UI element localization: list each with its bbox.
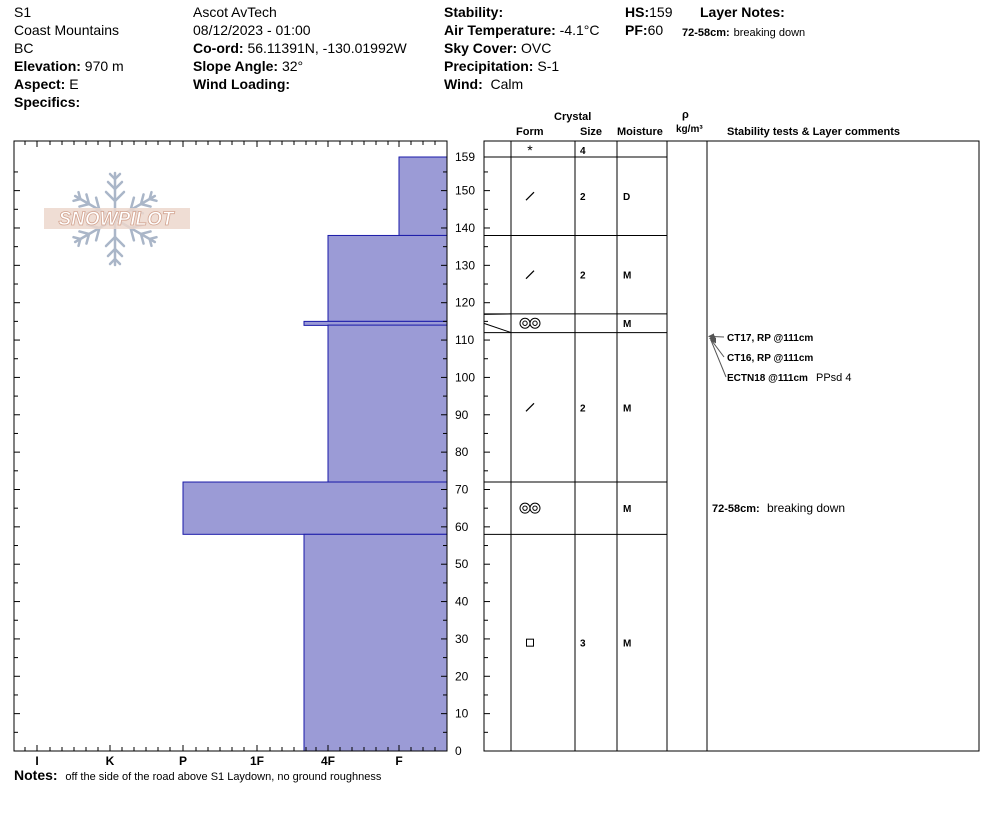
elevation-value: 970 m — [84, 58, 124, 74]
hardness-tick-label: 4F — [320, 754, 336, 768]
moisture-value: M — [623, 403, 632, 415]
precip-label: Precipitation: — [444, 58, 534, 74]
crystal-size: 2 — [580, 192, 586, 204]
crystal-form-decomposing-icon — [526, 403, 534, 411]
wind-value: Calm — [490, 76, 524, 92]
crystal-size: 4 — [580, 146, 586, 157]
stability-test-label: CT17, RP @111cm — [727, 333, 814, 344]
density-symbol: ρ — [682, 109, 689, 121]
crystal-form-melt-forms-icon — [530, 318, 540, 328]
snowpilot-logo — [36, 166, 196, 272]
pf-label: PF: — [625, 22, 648, 38]
hardness-bars — [183, 157, 447, 751]
mountain-range: Coast Mountains — [14, 22, 120, 38]
site-name: S1 — [14, 4, 32, 20]
hs-value: 159 — [649, 4, 673, 20]
moisture-value: M — [623, 319, 632, 331]
height-tick-label: 60 — [455, 519, 469, 534]
specifics-label: Specifics: — [14, 94, 81, 110]
form-column-header: Form — [516, 126, 544, 138]
hardness-tick-label: 1F — [249, 754, 265, 768]
height-tick-label: 20 — [455, 669, 469, 684]
height-tick-label: 150 — [455, 183, 476, 198]
precip-value: S-1 — [537, 58, 560, 74]
notes — [14, 767, 381, 784]
crystal-form-melt-forms-icon — [533, 506, 537, 510]
height-tick-label: 159 — [455, 150, 476, 164]
moisture-value: M — [623, 504, 632, 516]
height-tick-label: 80 — [455, 445, 469, 460]
wind-loading-label: Wind Loading: — [193, 76, 291, 92]
hardness-bar-4 — [183, 482, 447, 534]
height-tick-label: 90 — [455, 407, 469, 422]
test-pointer-line — [711, 340, 726, 377]
stability-column-header: Stability tests & Layer comments — [727, 126, 901, 138]
crystal-size: 2 — [580, 270, 586, 282]
region: BC — [14, 40, 34, 56]
layer-table — [484, 141, 979, 751]
stability-test-extra: PPsd 4 — [816, 372, 852, 384]
height-tick-label: 30 — [455, 631, 469, 646]
height-tick-label: 40 — [455, 594, 469, 609]
sky-label: Sky Cover: — [444, 40, 518, 56]
height-tick-label: 110 — [455, 333, 475, 348]
elevation-label: Elevation: — [14, 58, 81, 74]
layer-notes-label: Layer Notes: — [700, 4, 785, 20]
crystal-size: 2 — [580, 403, 586, 415]
stability-test-label: ECTN18 @111cm — [727, 373, 808, 384]
height-tick-label: 50 — [455, 557, 469, 572]
crystal-form-decomposing-icon — [526, 192, 534, 200]
sky-value: OVC — [521, 40, 552, 56]
height-tick-label: 100 — [455, 370, 476, 385]
hs-label: HS: — [625, 4, 650, 20]
height-tick-label: 140 — [455, 220, 476, 235]
layer-connector — [484, 323, 511, 332]
layer-note-range: 72-58cm: — [682, 27, 730, 39]
layer-note-text: breaking down — [733, 27, 806, 39]
stability-label: Stability: — [444, 4, 504, 20]
crystal-form-melt-forms-icon — [533, 321, 537, 325]
snowflake-icon — [36, 166, 196, 272]
hardness-tick-label: K — [105, 754, 115, 768]
crystal-form-melt-forms-icon — [523, 321, 527, 325]
slope-value: 32° — [281, 58, 304, 74]
layer-table-frame — [484, 141, 979, 751]
crystal-form-melt-forms-icon — [520, 503, 530, 513]
hardness-tick-label: P — [178, 754, 188, 768]
height-tick-label: 10 — [455, 706, 469, 721]
moisture-value: M — [623, 638, 632, 650]
hardness-tick-label: I — [35, 754, 39, 768]
crystal-form-melt-forms-icon — [523, 506, 527, 510]
air-temp-value: -4.1°C — [559, 22, 600, 38]
moisture-value: D — [623, 192, 631, 204]
moisture-value: M — [623, 270, 632, 282]
density-unit: kg/m³ — [676, 124, 703, 135]
crystal-form-decomposing-icon — [526, 271, 534, 279]
logo-text: SNOWPILOT — [58, 209, 174, 230]
notes-text: off the side of the road above S1 Laydown, no ground roughness — [65, 771, 382, 783]
coord-label: Co-ord: — [193, 40, 244, 56]
layer-comment-range: 72-58cm: — [712, 503, 760, 516]
hardness-bar-5 — [304, 534, 447, 751]
crystal-form-melt-forms-icon — [530, 503, 540, 513]
crystal-column-header: Crystal — [554, 111, 592, 123]
coord-value: 56.11391N, -130.01992W — [247, 40, 407, 56]
size-column-header: Size — [580, 126, 603, 138]
hardness-bar-3 — [328, 325, 447, 482]
aspect-value: E — [69, 76, 79, 92]
slope-label: Slope Angle: — [193, 58, 279, 74]
wind-label: Wind: — [444, 76, 483, 92]
height-tick-label: 130 — [455, 258, 476, 273]
crystal-form-depth-hoar-icon — [527, 639, 534, 646]
stability-tests — [708, 333, 851, 515]
hardness-tick-label: F — [395, 754, 403, 768]
datetime: 08/12/2023 - 01:00 — [193, 22, 311, 38]
aspect-label: Aspect: — [14, 76, 66, 92]
layer-comment-text: breaking down — [767, 501, 846, 516]
hardness-bar-1 — [328, 235, 447, 321]
air-temp-label: Air Temperature: — [444, 22, 556, 38]
stability-test-label: CT16, RP @111cm — [727, 353, 814, 364]
operator: Ascot AvTech — [193, 4, 277, 20]
pf-value: 60 — [647, 22, 664, 38]
notes-label: Notes: — [14, 767, 58, 783]
moisture-column-header: Moisture — [617, 126, 663, 138]
crystal-size: 3 — [580, 638, 586, 650]
height-tick-label: 70 — [455, 482, 469, 497]
height-tick-label: 0 — [455, 744, 462, 758]
crystal-form-melt-forms-icon — [520, 318, 530, 328]
hardness-bar-0 — [399, 157, 447, 235]
crystal-form-precipitation-icon: * — [527, 142, 533, 158]
height-tick-label: 120 — [455, 295, 476, 310]
